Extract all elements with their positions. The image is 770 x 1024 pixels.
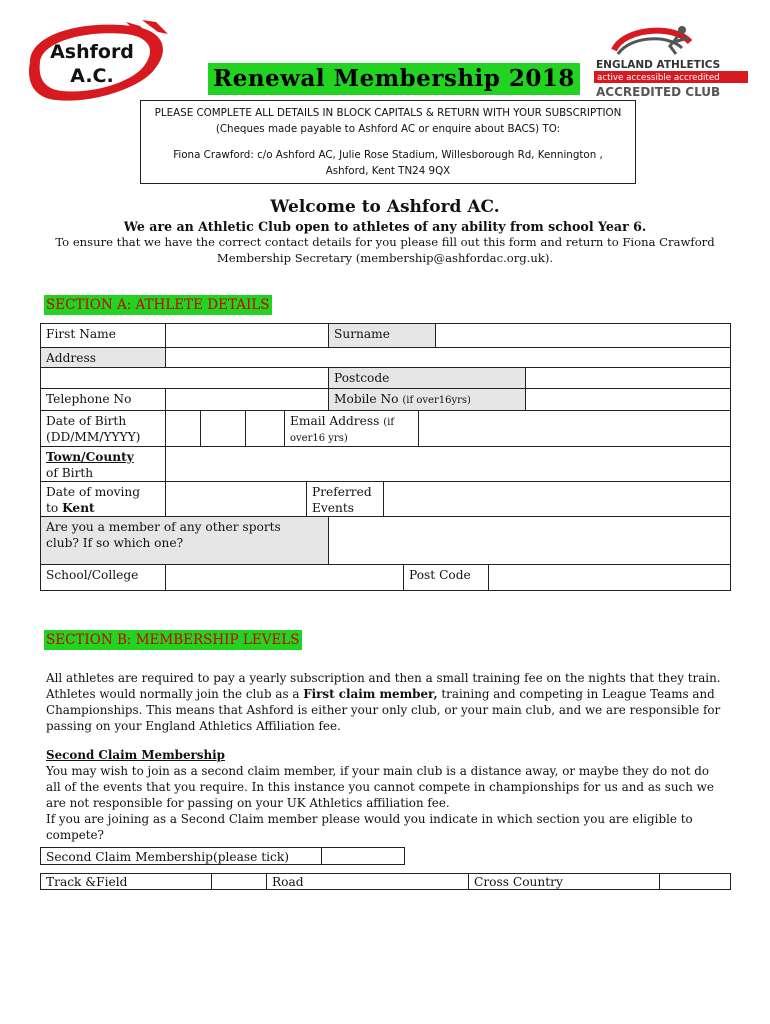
section-a-heading: SECTION A: ATHLETE DETAILS (46, 297, 270, 313)
mobile-label-text: Mobile No (334, 392, 399, 406)
paragraph-text: training and competing in League Teams and (437, 687, 715, 701)
instructions-line: PLEASE COMPLETE ALL DETAILS IN BLOCK CAPITALS & RETURN WITH YOUR SUBSCRIPTION (154, 107, 622, 119)
date-moving-kent: Kent (62, 501, 95, 515)
instructions-line: Fiona Crawford: c/o Ashford AC, Julie Rose Stadium, Willesborough Rd, Kennington , (173, 149, 603, 161)
svg-text:Ashford: Ashford (50, 41, 134, 63)
cross-country-label: Cross Country (468, 873, 660, 890)
england-athletics-logo (594, 20, 754, 98)
preferred-events-line: Events (312, 501, 354, 515)
date-moving-label (40, 481, 166, 517)
email-note-line2: over16 yrs) (290, 433, 348, 444)
section-b-heading: SECTION B: MEMBERSHIP LEVELS (46, 632, 300, 648)
school-label: School/College (40, 564, 166, 591)
paragraph-line: Championships. This means that Ashford is either your only club, or your main club, and we are responsible for (46, 703, 721, 717)
surname-label: Surname (328, 323, 436, 348)
town-county-rest: of Birth (46, 466, 94, 480)
date-moving-line: Date of moving (46, 485, 141, 499)
mobile-input[interactable] (525, 388, 731, 411)
mobile-label (328, 388, 526, 411)
second-claim-heading: Second Claim Membership (46, 748, 225, 762)
svg-text:A.C.: A.C. (70, 65, 114, 87)
paragraph-text: Athletes would normally join the club as a (46, 687, 304, 701)
date-moving-input[interactable] (165, 481, 307, 517)
svg-text:ENGLAND ATHLETICS: ENGLAND ATHLETICS (596, 59, 721, 71)
town-county-label (40, 446, 166, 482)
town-county-bold: Town/County (46, 450, 134, 464)
page-title: Renewal Membership 2018 (208, 63, 580, 95)
dob-year-input[interactable] (245, 410, 285, 447)
intro-text: To ensure that we have the correct contact details for you please fill out this form and return to Fiona Crawford (55, 235, 715, 249)
welcome-heading: Welcome to Ashford AC. (270, 197, 500, 217)
telephone-label: Telephone No (40, 388, 166, 411)
school-input[interactable] (165, 564, 404, 591)
track-field-label: Track &Field (40, 873, 212, 890)
dob-month-input[interactable] (200, 410, 246, 447)
email-input[interactable] (418, 410, 731, 447)
preferred-events-input[interactable] (383, 481, 731, 517)
preferred-events-line: Preferred (312, 485, 372, 499)
other-club-line: Are you a member of any other sports (46, 520, 281, 534)
paragraph-line: passing on your England Athletics Affiliation fee. (46, 719, 341, 733)
address-input-line2[interactable] (40, 367, 329, 389)
other-club-line: club? If so which one? (46, 536, 184, 550)
second-claim-tick-box[interactable] (321, 847, 405, 865)
paragraph-line: compete? (46, 828, 104, 842)
paragraph-line: all of the events that you require. In this instance you cannot compete in championships for us and as such we (46, 780, 714, 794)
paragraph-line: You may wish to join as a second claim member, if your main club is a distance away, or maybe they do not do (46, 764, 710, 778)
dob-label-line: Date of Birth (46, 414, 127, 428)
post-code-label: Post Code (403, 564, 489, 591)
intro-text: Membership Secretary (membership@ashfordac.org.uk). (216, 251, 554, 265)
svg-text:ACCREDITED CLUB: ACCREDITED CLUB (596, 85, 721, 98)
postcode-label: Postcode (328, 367, 526, 389)
ashford-ac-logo (22, 18, 170, 106)
town-county-input[interactable] (165, 446, 731, 482)
membership-paragraph (46, 670, 736, 734)
instructions-line: Ashford, Kent TN24 9QX (325, 165, 451, 177)
dob-label (40, 410, 166, 447)
post-code-input[interactable] (488, 564, 731, 591)
mobile-note: (if over16yrs) (402, 395, 471, 406)
first-name-input[interactable] (165, 323, 329, 348)
second-claim-tick-label: Second Claim Membership(please tick) (40, 847, 322, 865)
tagline: We are an Athletic Club open to athletes of any ability from school Year 6. (123, 219, 647, 234)
email-note: (if (383, 417, 395, 428)
cross-country-tick-box[interactable] (659, 873, 731, 890)
other-club-input[interactable] (328, 516, 731, 565)
preferred-events-label (306, 481, 384, 517)
road-label: Road (266, 873, 469, 890)
paragraph-line: are not responsible for passing on your UK Athletics affiliation fee. (46, 796, 450, 810)
other-club-label (40, 516, 329, 565)
postcode-input[interactable] (525, 367, 731, 389)
telephone-input[interactable] (165, 388, 329, 411)
email-label (284, 410, 419, 447)
email-label-text: Email Address (290, 414, 380, 428)
address-label: Address (40, 347, 166, 368)
svg-text:active accessible accredited: active accessible accredited (597, 73, 720, 83)
paragraph-line: If you are joining as a Second Claim member please would you indicate in which section you are eligible to (46, 812, 693, 826)
date-moving-to: to (46, 501, 63, 515)
address-input-line1[interactable] (165, 347, 731, 368)
first-claim-bold: First claim member, (303, 687, 438, 701)
instructions-line: (Cheques made payable to Ashford AC or enquire about BACS) TO: (215, 123, 561, 135)
second-claim-section (46, 747, 736, 843)
surname-input[interactable] (435, 323, 731, 348)
first-name-label: First Name (40, 323, 166, 348)
dob-day-input[interactable] (165, 410, 201, 447)
dob-format: (DD/MM/YYYY) (46, 430, 141, 444)
track-field-tick-box[interactable] (211, 873, 267, 890)
paragraph-line: All athletes are required to pay a yearly subscription and then a small training fee on the nights that they train. (46, 671, 721, 685)
instructions-box (140, 100, 636, 184)
